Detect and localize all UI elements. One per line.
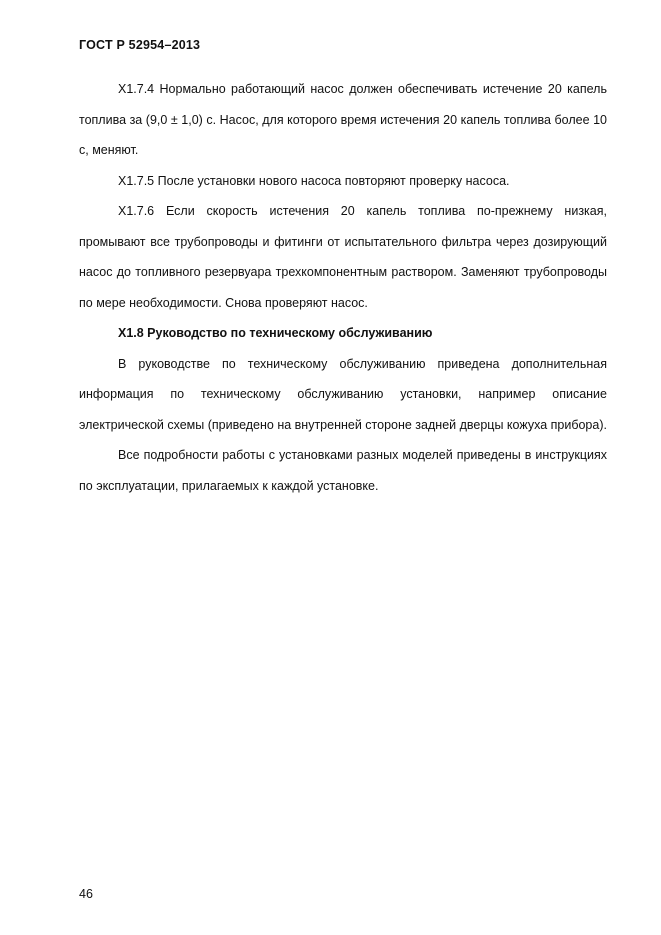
document-body bbox=[79, 74, 607, 501]
page-number: 46 bbox=[79, 887, 93, 901]
paragraph-x1-7-5: X1.7.5 После установки нового насоса повторяют проверку насоса. bbox=[118, 173, 510, 188]
standard-code-header: ГОСТ Р 52954–2013 bbox=[79, 38, 201, 52]
paragraph-x1-7-4: X1.7.4 Нормально работающий насос должен обеспечивать истечение 20 капель топлива за (9,0 ± 1,0) с. Насос, для которого время истечения 20 капель топлива более 10 с, меняют. bbox=[79, 82, 607, 157]
paragraph-operating-instructions: Все подробности работы с установками разных моделей приведены в инструкциях по эксплуатации, прилагаемых к каждой установке. bbox=[79, 448, 607, 493]
paragraph-maintenance-manual: В руководстве по техническому обслуживанию приведена дополнительная информация по техническому обслуживанию установки, например описание электрической схемы (приведено на внутренней стороне задней дверцы кожуха прибора). bbox=[79, 356, 607, 432]
section-heading-x1-8: X1.8 Руководство по техническому обслуживанию bbox=[118, 326, 433, 340]
paragraph-x1-7-6: X1.7.6 Если скорость истечения 20 капель топлива по-прежнему низкая, промывают все трубопроводы и фитинги от испытательного фильтра через дозирующий насос до топливного резервуара трехкомпонентным раствором. Заменяют трубопроводы по мере необходимости. Снова проверяют насос. bbox=[79, 204, 607, 310]
